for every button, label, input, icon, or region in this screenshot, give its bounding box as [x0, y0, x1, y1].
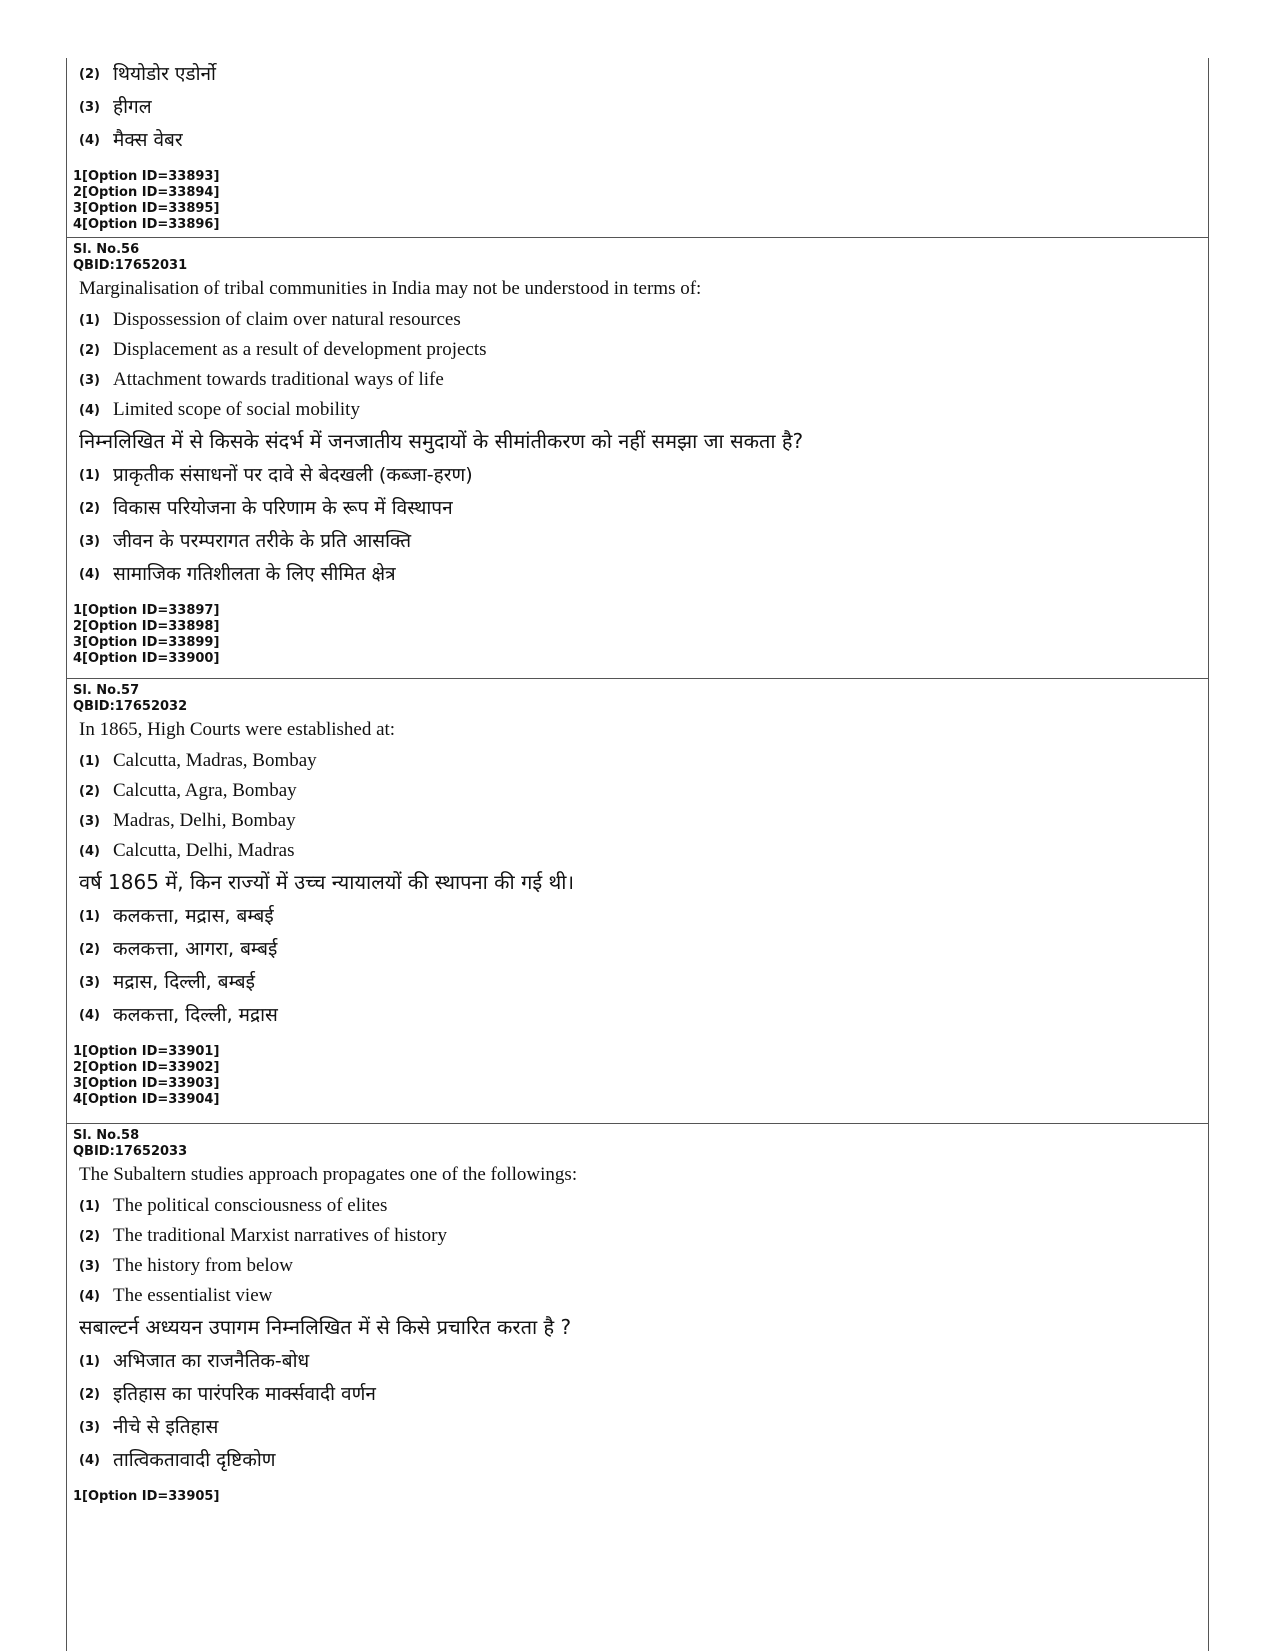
option-number: (2)	[79, 67, 100, 82]
option-text: थियोडोर एडोर्नो	[113, 63, 216, 85]
option-text: Attachment towards traditional ways of life	[113, 369, 444, 390]
option-en	[67, 305, 1208, 335]
option-number: (3)	[79, 1258, 100, 1274]
option-id: 3[Option ID=33899]	[73, 635, 220, 650]
option-number: (4)	[79, 1288, 100, 1304]
option-number: (1)	[79, 753, 100, 769]
option-hi	[67, 900, 1208, 933]
option-hi	[67, 1444, 1208, 1477]
option-id: 4[Option ID=33896]	[73, 217, 220, 232]
option-number: (2)	[79, 1387, 100, 1402]
serial-number: Sl. No.57	[73, 683, 140, 698]
option-number: (1)	[79, 1354, 100, 1369]
option-number: (2)	[79, 501, 100, 516]
option-text: कलकत्ता, दिल्ली, मद्रास	[113, 1004, 278, 1026]
option-text: कलकत्ता, मद्रास, बम्बई	[113, 905, 274, 927]
option-id: 1[Option ID=33901]	[73, 1044, 220, 1059]
option-en	[67, 1221, 1208, 1251]
option-id: 3[Option ID=33903]	[73, 1076, 220, 1091]
option-id-list	[67, 603, 1208, 667]
option-hi	[67, 1411, 1208, 1444]
option-text: हीगल	[113, 96, 152, 118]
question-text-hi: सबाल्टर्न अध्ययन उपागम निम्नलिखित में से किसे प्रचारित करता है ?	[79, 1315, 572, 1339]
option-id: 3[Option ID=33895]	[73, 201, 220, 216]
option-text: Dispossession of claim over natural resources	[113, 309, 461, 330]
option-text: अभिजात का राजनैतिक-बोध	[113, 1350, 310, 1372]
option-text: The political consciousness of elites	[113, 1195, 388, 1216]
question-block-58	[67, 1123, 1208, 1505]
qbid: QBID:17652031	[73, 258, 188, 273]
option-text: प्राकृतीक संसाधनों पर दावे से बेदखली (कब्जा-हरण)	[113, 464, 473, 486]
qbid: QBID:17652032	[73, 699, 188, 714]
option-number: (3)	[79, 813, 100, 829]
option-id-list	[67, 1044, 1208, 1108]
option-text: The history from below	[113, 1255, 293, 1276]
option-en	[67, 776, 1208, 806]
option-id: 1[Option ID=33905]	[73, 1489, 220, 1504]
option-number: (1)	[79, 1198, 100, 1214]
question-text-en: In 1865, High Courts were established at:	[79, 719, 396, 740]
option-hi	[67, 492, 1208, 525]
option-text: Madras, Delhi, Bombay	[113, 810, 296, 831]
option-number: (1)	[79, 312, 100, 328]
option-id-list	[67, 1489, 1208, 1505]
option-text: विकास परियोजना के परिणाम के रूप में विस्थापन	[113, 497, 453, 519]
option-id: 1[Option ID=33897]	[73, 603, 220, 618]
option-number: (2)	[79, 1228, 100, 1244]
qbid: QBID:17652033	[73, 1144, 188, 1159]
option-hi	[67, 459, 1208, 492]
option-number: (3)	[79, 372, 100, 388]
option-number: (4)	[79, 843, 100, 859]
option-hi	[67, 124, 1208, 157]
option-text: Calcutta, Agra, Bombay	[113, 780, 297, 801]
option-text: नीचे से इतिहास	[113, 1416, 219, 1438]
option-en	[67, 395, 1208, 425]
option-en	[67, 836, 1208, 866]
option-number: (4)	[79, 1008, 100, 1023]
option-number: (3)	[79, 534, 100, 549]
question-text-hi: निम्नलिखित में से किसके संदर्भ में जनजातीय समुदायों के सीमांतीकरण को नहीं समझा जा सकता है?	[79, 429, 804, 453]
option-number: (3)	[79, 1420, 100, 1435]
option-text: सामाजिक गतिशीलता के लिए सीमित क्षेत्र	[113, 563, 396, 585]
option-hi	[67, 999, 1208, 1032]
option-en	[67, 1281, 1208, 1311]
question-sheet	[66, 58, 1209, 1651]
option-number: (1)	[79, 468, 100, 483]
option-number: (3)	[79, 975, 100, 990]
option-text: Calcutta, Madras, Bombay	[113, 750, 317, 771]
question-block-57	[67, 678, 1208, 1108]
option-number: (4)	[79, 567, 100, 582]
option-hi	[67, 1378, 1208, 1411]
option-id-list	[67, 169, 1208, 233]
option-hi	[67, 525, 1208, 558]
option-hi	[67, 966, 1208, 999]
option-text: Calcutta, Delhi, Madras	[113, 840, 295, 861]
option-id: 2[Option ID=33902]	[73, 1060, 220, 1075]
option-number: (2)	[79, 342, 100, 358]
serial-number: Sl. No.58	[73, 1128, 140, 1143]
option-en	[67, 806, 1208, 836]
option-text: मद्रास, दिल्ली, बम्बई	[113, 971, 255, 993]
option-number: (4)	[79, 133, 100, 148]
option-text: इतिहास का पारंपरिक मार्क्सवादी वर्णन	[113, 1383, 376, 1405]
option-hi	[67, 58, 1208, 91]
option-text: The traditional Marxist narratives of history	[113, 1225, 447, 1246]
question-block-55-continued	[67, 58, 1208, 233]
option-id: 1[Option ID=33893]	[73, 169, 220, 184]
option-en	[67, 335, 1208, 365]
option-number: (3)	[79, 100, 100, 115]
option-number: (2)	[79, 942, 100, 957]
serial-number: Sl. No.56	[73, 242, 140, 257]
question-text-en: The Subaltern studies approach propagates one of the followings:	[79, 1164, 578, 1185]
option-text: कलकत्ता, आगरा, बम्बई	[113, 938, 278, 960]
option-number: (2)	[79, 783, 100, 799]
option-number: (4)	[79, 1453, 100, 1468]
option-number: (1)	[79, 909, 100, 924]
option-text: Displacement as a result of development projects	[113, 339, 487, 360]
option-en	[67, 1191, 1208, 1221]
option-id: 2[Option ID=33898]	[73, 619, 220, 634]
option-text: Limited scope of social mobility	[113, 399, 360, 420]
option-hi	[67, 558, 1208, 591]
option-hi	[67, 91, 1208, 124]
option-en	[67, 746, 1208, 776]
option-id: 2[Option ID=33894]	[73, 185, 220, 200]
question-text-en: Marginalisation of tribal communities in India may not be understood in terms of:	[79, 278, 702, 299]
option-hi	[67, 1345, 1208, 1378]
question-block-56	[67, 237, 1208, 667]
option-text: जीवन के परम्परागत तरीके के प्रति आसक्ति	[113, 530, 412, 552]
option-en	[67, 1251, 1208, 1281]
option-number: (4)	[79, 402, 100, 418]
option-text: The essentialist view	[113, 1285, 273, 1306]
option-hi	[67, 933, 1208, 966]
option-text: तात्विकतावादी दृष्टिकोण	[113, 1449, 276, 1471]
option-en	[67, 365, 1208, 395]
option-text: मैक्स वेबर	[113, 129, 183, 151]
question-text-hi: वर्ष 1865 में, किन राज्यों में उच्च न्यायालयों की स्थापना की गई थी।	[79, 870, 575, 894]
option-id: 4[Option ID=33900]	[73, 651, 220, 666]
option-id: 4[Option ID=33904]	[73, 1092, 220, 1107]
